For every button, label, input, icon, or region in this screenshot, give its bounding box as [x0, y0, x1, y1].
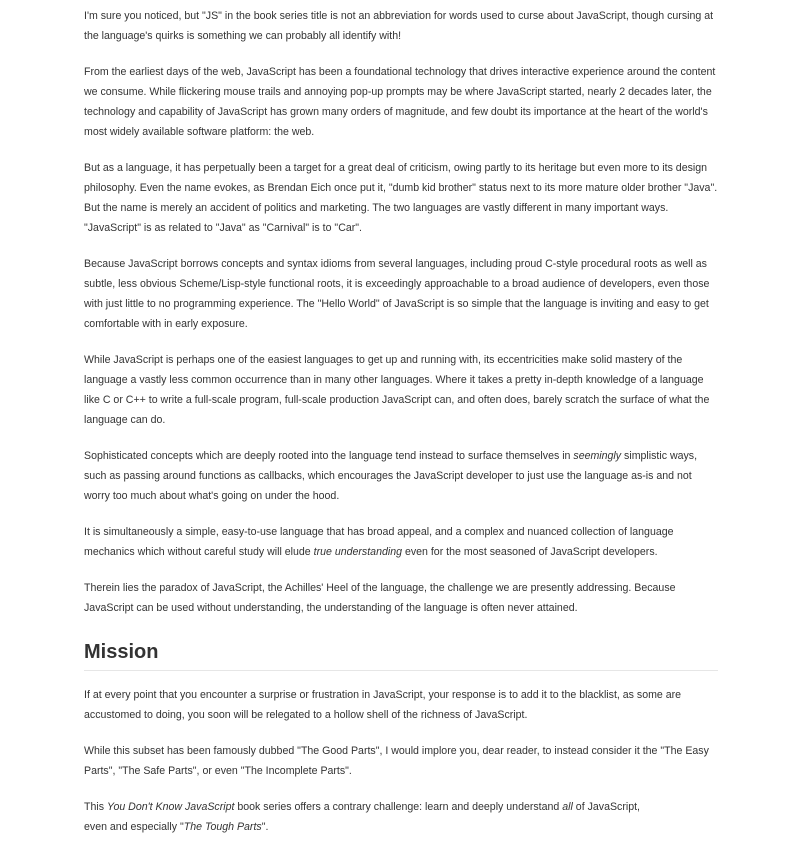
document-page	[84, 6, 718, 853]
emphasis-all: all	[562, 801, 573, 813]
paragraph-contrary-challenge	[84, 797, 718, 837]
text-run: It is simultaneously a simple, easy-to-use language that has broad appeal, and a complex and nuanced collection of language mechanics which without careful study will elude	[84, 526, 674, 558]
paragraph-foundational-technology: From the earliest days of the web, JavaScript has been a foundational technology that drives interactive experience around the content we consume. While flickering mouse trails and annoying pop-up prompts may be where JavaScript started, nearly 2 decades later, the technology and capability of JavaScript has grown many orders of magnitude, and few doubt its importance at the heart of the world's most widely available software platform: the web.	[84, 66, 716, 138]
emphasis-true-understanding: true understanding	[313, 546, 402, 558]
text-run: of JavaScript,	[572, 801, 640, 813]
mission-heading: Mission	[84, 640, 718, 671]
emphasis-book-title: You Don't Know JavaScript	[106, 801, 235, 813]
emphasis-seemingly: seemingly	[573, 450, 622, 462]
paragraph-good-parts: While this subset has been famously dubbed "The Good Parts", I would implore you, dear reader, to instead consider it the "The Easy Parts", "The Safe Parts", or even "The Incomplete Parts".	[84, 745, 709, 777]
paragraph-sophisticated-concepts	[84, 446, 718, 506]
text-run: ".	[261, 821, 269, 833]
paragraph-js-name: I'm sure you noticed, but "JS" in the book series title is not an abbreviation for words used to curse about JavaScript, though cursing at the language's quirks is something we can probably all identify with!	[84, 10, 714, 42]
paragraph-eccentricities: While JavaScript is perhaps one of the easiest languages to get up and running with, its eccentricities make solid mastery of the language a vastly less common occurrence than in many other languages. Where it takes a pretty in-depth knowledge of a language like C or C++ to write a full-scale program, full-scale production JavaScript can, and often does, barely scratch the surface of what the language can do.	[84, 354, 710, 426]
emphasis-tough-parts: The Tough Parts	[183, 821, 262, 833]
text-run: Sophisticated concepts which are deeply rooted into the language tend instead to surface themselves in	[84, 450, 574, 462]
text-run: book series offers a contrary challenge: learn and deeply understand	[234, 801, 563, 813]
paragraph-borrowed-concepts: Because JavaScript borrows concepts and syntax idioms from several languages, including proud C-style procedural roots as well as subtle, less obvious Scheme/Lisp-style functional roots, it is exceedingly approachable to a broad audience of developers, even those with just little to no programming experience. The "Hello World" of JavaScript is so simple that the language is inviting and easy to get comfortable with in early exposure.	[84, 258, 710, 330]
paragraph-criticism: But as a language, it has perpetually been a target for a great deal of criticism, owing partly to its heritage but even more to its design philosophy. Even the name evokes, as Brendan Eich once put it, "dumb kid brother" status next to its more mature older brother "Java". But the name is merely an accident of politics and marketing. The two languages are vastly different in many important ways. "JavaScript" is as related to "Java" as "Carnival" is to "Car".	[84, 162, 718, 234]
paragraph-paradox: Therein lies the paradox of JavaScript, the Achilles' Heel of the language, the challenge we are presently addressing. Because JavaScript can be used without understanding, the understanding of the language is often never attained.	[84, 582, 676, 614]
text-run: even for the most seasoned of JavaScript developers.	[402, 546, 658, 558]
text-run: This	[84, 801, 107, 813]
text-run: simplistic ways, such as passing around functions as callbacks, which encourages the JavaScript developer to just use the language as-is and not worry too much about what's going on under the hood.	[84, 450, 698, 502]
paragraph-simple-and-complex	[84, 522, 718, 562]
paragraph-blacklist: If at every point that you encounter a surprise or frustration in JavaScript, your response is to add it to the blacklist, as some are accustomed to doing, you soon will be relegated to a hollow shell of the richness of JavaScript.	[84, 689, 682, 721]
text-run: even and especially "	[84, 821, 184, 833]
